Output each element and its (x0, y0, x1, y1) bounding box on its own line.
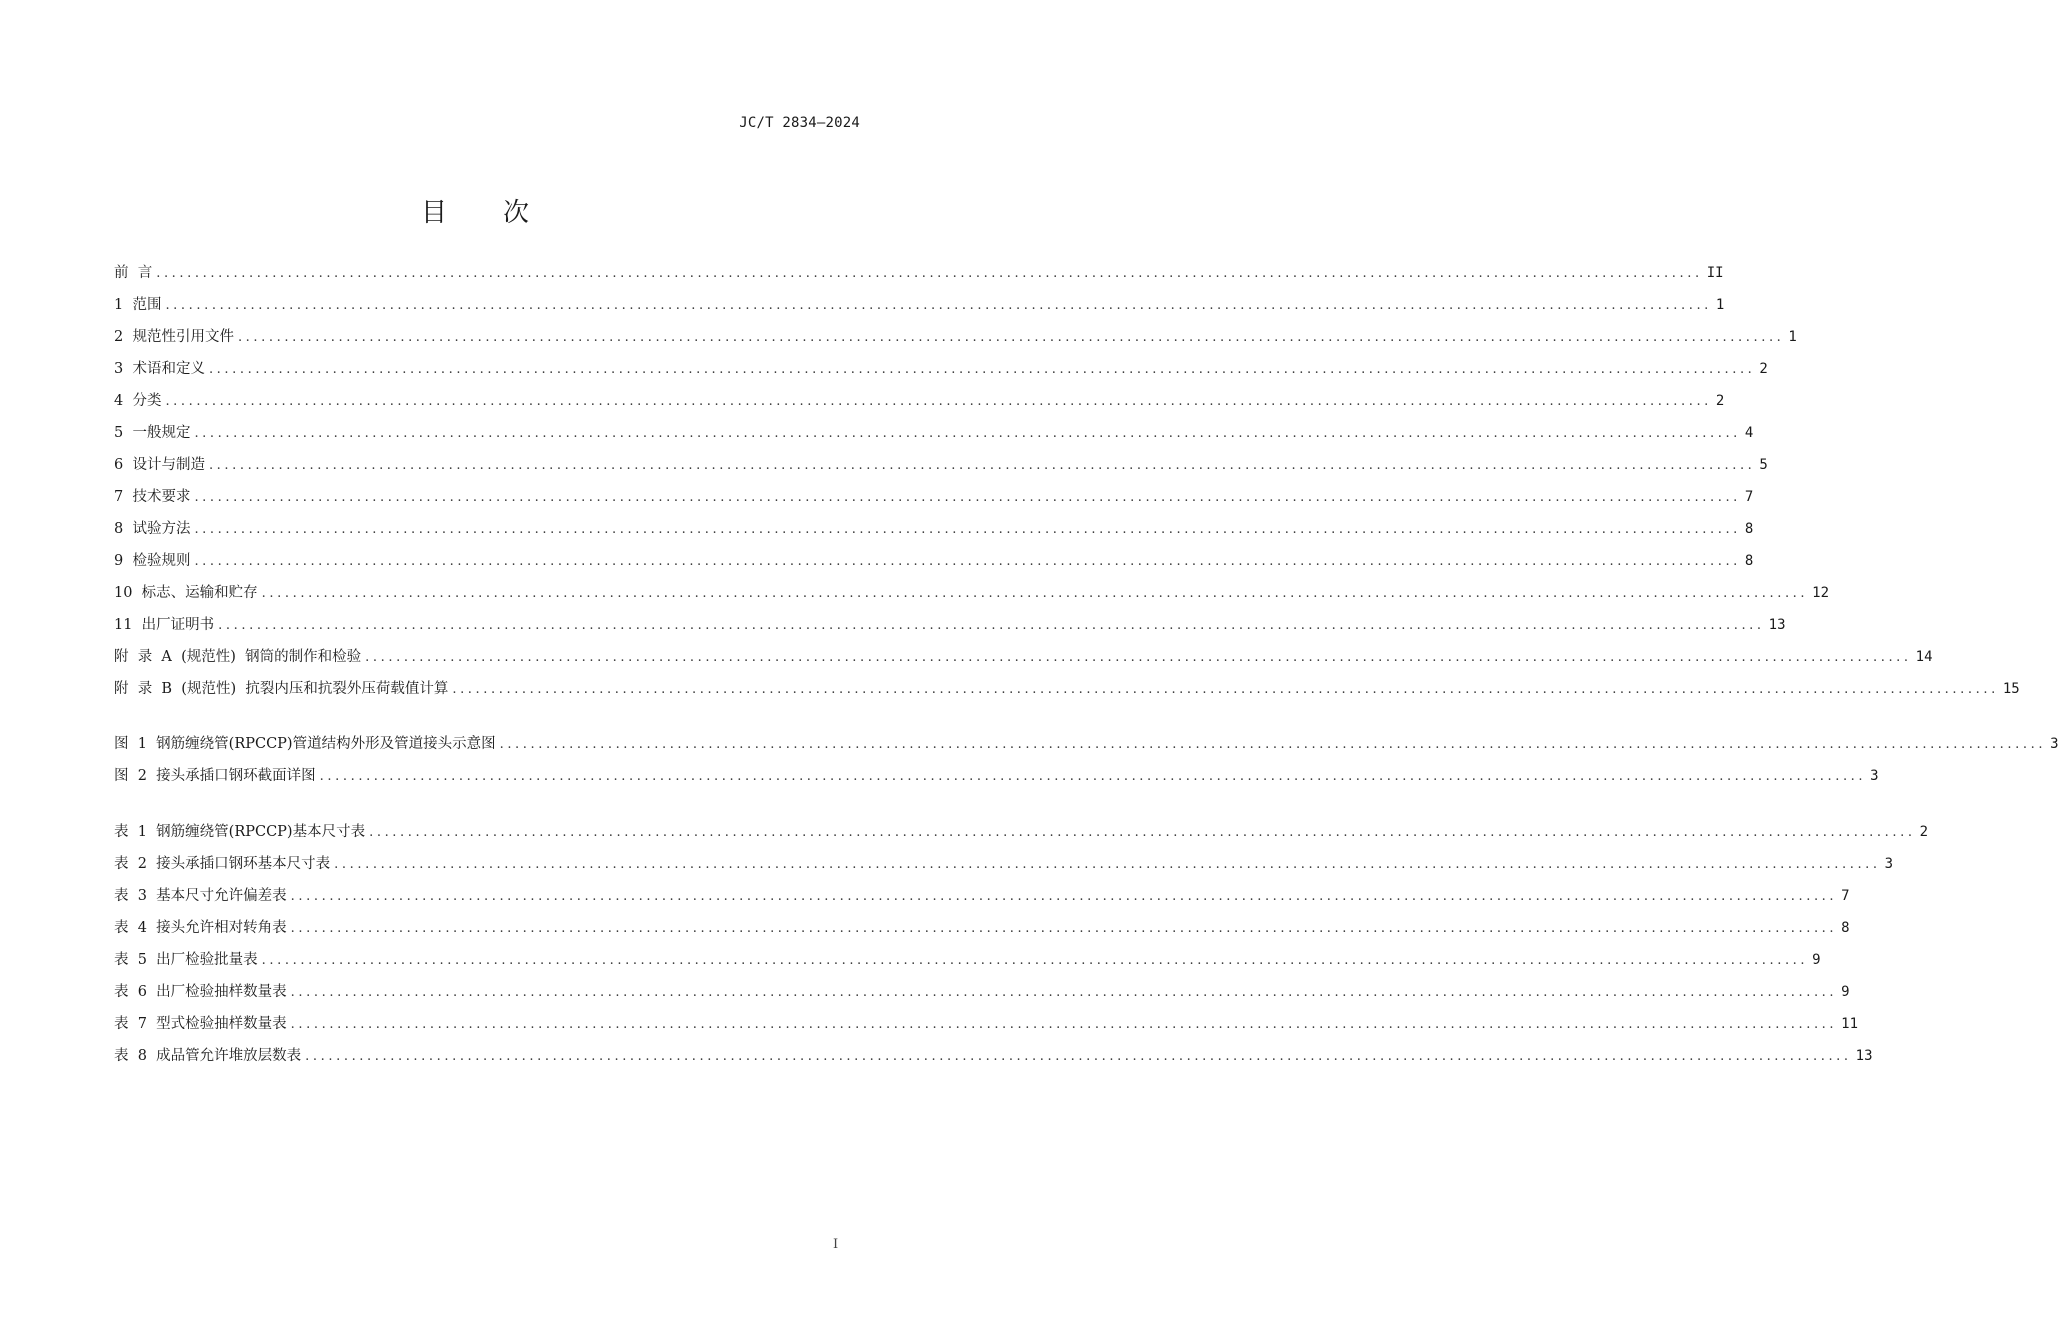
dot-leader: ........................................................................................................................................................................................................ (334, 857, 1881, 872)
toc-entry-page: 12 (1812, 585, 1829, 601)
toc-entry-label: 表 2 接头承插口钢环基本尺寸表 (114, 856, 331, 872)
dot-leader: ........................................................................................................................................................................................................ (452, 682, 1999, 697)
toc-entry-label: 表 1 钢筋缠绕管(RPCCP)基本尺寸表 (114, 824, 366, 840)
toc-chapter[interactable] (114, 614, 1786, 636)
dot-leader: ........................................................................................................................................................................................................ (261, 586, 1809, 601)
toc-entry-page: 2 (1919, 824, 1929, 840)
toc-chapter[interactable] (114, 486, 1754, 508)
toc-entry-page: 4 (1744, 425, 1754, 441)
toc-entry-label: 图 1 钢筋缠绕管(RPCCP)管道结构外形及管道接头示意图 (114, 736, 496, 752)
toc-entry-page: 7 (1841, 888, 1850, 904)
toc-table[interactable] (114, 917, 1850, 939)
dot-leader: ........................................................................................................................................................................................................ (290, 985, 1838, 1000)
toc-entry-page: 8 (1744, 521, 1754, 537)
dot-leader: ........................................................................................................................................................................................................ (290, 889, 1838, 904)
toc-entry-label: 图 2 接头承插口钢环截面详图 (114, 768, 316, 784)
dot-leader: ........................................................................................................................................................................................................ (208, 458, 1756, 473)
dot-leader: ........................................................................................................................................................................................................ (208, 362, 1756, 377)
toc-entry-label: 表 4 接头允许相对转角表 (114, 920, 287, 936)
dot-leader: ........................................................................................................................................................................................................ (165, 394, 1712, 409)
toc-chapter[interactable] (114, 518, 1754, 540)
toc-entry-page: 5 (1759, 457, 1768, 473)
dot-leader: ........................................................................................................................................................................................................ (290, 1017, 1838, 1032)
dot-leader: ........................................................................................................................................................................................................ (305, 1049, 1852, 1064)
toc-entry-page: 9 (1812, 952, 1821, 968)
toc-entry-page: 1 (1715, 297, 1725, 313)
document-code: JC/T 2834—2024 (739, 115, 860, 131)
toc-chapter[interactable] (114, 646, 1933, 668)
toc-entry-label: 附 录 A (规范性) 钢筒的制作和检验 (114, 649, 362, 665)
toc-entry-label: 表 5 出厂检验批量表 (114, 952, 258, 968)
toc-table[interactable] (114, 885, 1850, 907)
toc-entry-page: 2 (1715, 393, 1725, 409)
toc-chapter[interactable] (114, 358, 1768, 380)
toc-entry-label: 表 7 型式检验抽样数量表 (114, 1016, 287, 1032)
toc-entry-page: 8 (1744, 553, 1754, 569)
toc-chapter[interactable] (114, 550, 1754, 572)
toc-table[interactable] (114, 853, 1894, 875)
toc-entry-page: 2 (1759, 361, 1768, 377)
dot-leader: ........................................................................................................................................................................................................ (369, 825, 1916, 840)
toc-chapter[interactable] (114, 294, 1725, 316)
toc-entry-page: 14 (1915, 649, 1933, 665)
toc-chapter[interactable] (114, 326, 1797, 348)
toc-entry-label: 11 出厂证明书 (114, 617, 215, 633)
toc-entry-page: 3 (2050, 736, 2059, 752)
toc-entry-page: 3 (1884, 856, 1894, 872)
toc-chapter[interactable] (114, 454, 1768, 476)
dot-leader: ........................................................................................................................................................................................................ (261, 953, 1809, 968)
toc-entry-label: 表 8 成品管允许堆放层数表 (114, 1048, 302, 1064)
toc-entry-label: 2 规范性引用文件 (114, 329, 234, 345)
toc-entry-page: 11 (1841, 1016, 1858, 1032)
toc-chapter[interactable] (114, 422, 1754, 444)
toc-entry-page: 13 (1855, 1048, 1873, 1064)
toc-entry-page: 3 (1870, 768, 1879, 784)
toc-figure[interactable] (114, 733, 2059, 755)
toc-entry-label: 6 设计与制造 (114, 457, 205, 473)
toc-table[interactable] (114, 821, 1929, 843)
toc-chapter[interactable] (114, 678, 2020, 700)
toc-table[interactable] (114, 1013, 1858, 1035)
toc-table[interactable] (114, 981, 1850, 1003)
dot-leader: ........................................................................................................................................................................................................ (499, 737, 2047, 752)
toc-entry-page: 15 (2002, 681, 2020, 697)
toc-entry-page: II (1706, 265, 1724, 281)
toc-entry-label: 4 分类 (114, 393, 162, 409)
toc-entry-page: 13 (1768, 617, 1786, 633)
dot-leader: ........................................................................................................................................................................................................ (194, 426, 1741, 441)
toc-entry-label: 1 范围 (114, 297, 162, 313)
toc-entry-label: 9 检验规则 (114, 553, 191, 569)
toc-table[interactable] (114, 949, 1821, 971)
toc-entry-label: 7 技术要求 (114, 489, 191, 505)
toc-entry-label: 3 术语和定义 (114, 361, 205, 377)
dot-leader: ........................................................................................................................................................................................................ (319, 769, 1867, 784)
toc-entry-page: 7 (1744, 489, 1754, 505)
dot-leader: ........................................................................................................................................................................................................ (194, 554, 1741, 569)
dot-leader: ........................................................................................................................................................................................................ (237, 330, 1785, 345)
dot-leader: ........................................................................................................................................................................................................ (194, 490, 1741, 505)
toc-entry-page: 1 (1788, 329, 1797, 345)
dot-leader: ........................................................................................................................................................................................................ (165, 298, 1712, 313)
toc-chapter[interactable] (114, 582, 1829, 604)
page-number: I (833, 1237, 839, 1252)
toc-entry-label: 前 言 (114, 265, 153, 281)
page-title: 目次 (420, 198, 585, 228)
toc-figure[interactable] (114, 765, 1879, 787)
toc-entry-label: 10 标志、运输和贮存 (114, 585, 258, 601)
toc-entry-label: 表 3 基本尺寸允许偏差表 (114, 888, 287, 904)
dot-leader: ........................................................................................................................................................................................................ (218, 618, 1765, 633)
toc-entry-label: 5 一般规定 (114, 425, 191, 441)
dot-leader: ........................................................................................................................................................................................................ (365, 650, 1912, 665)
dot-leader: ........................................................................................................................................................................................................ (194, 522, 1741, 537)
toc-entry-label: 附 录 B (规范性) 抗裂内压和抗裂外压荷载值计算 (114, 681, 449, 697)
toc-entry-page: 9 (1841, 984, 1850, 1000)
toc-entry-label: 表 6 出厂检验抽样数量表 (114, 984, 287, 1000)
toc-chapter[interactable] (114, 262, 1724, 284)
toc-entry-page: 8 (1841, 920, 1850, 936)
toc-table[interactable] (114, 1045, 1873, 1067)
dot-leader: ........................................................................................................................................................................................................ (156, 266, 1703, 281)
toc-chapter[interactable] (114, 390, 1725, 412)
toc-entry-label: 8 试验方法 (114, 521, 191, 537)
dot-leader: ........................................................................................................................................................................................................ (290, 921, 1838, 936)
